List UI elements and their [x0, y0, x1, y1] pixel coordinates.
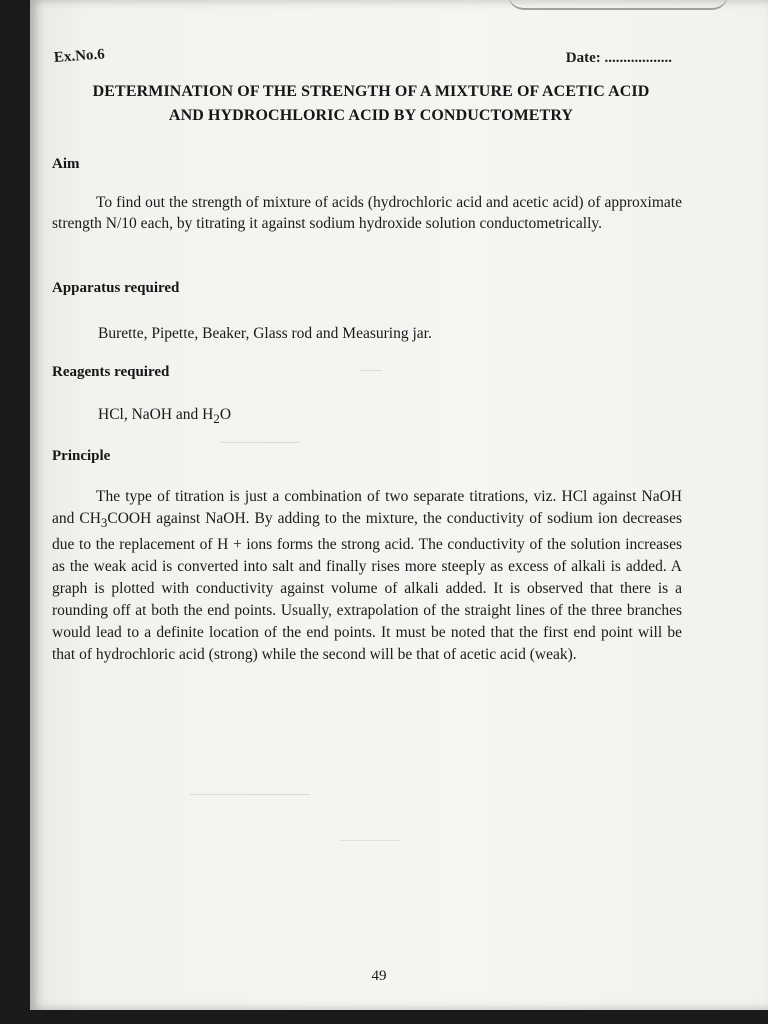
aim-text: To find out the strength of mixture of acids (hydrochloric acid and acetic acid) of approximate strength N/10 each, by titrating it against sodium hydroxide solution conductometrically.: [52, 194, 682, 232]
reagents-text: [98, 406, 231, 427]
reagents-text-part1: HCl, NaOH and H: [98, 406, 214, 423]
document-page: [30, 0, 768, 1010]
principle-text: [52, 486, 682, 666]
bleed-through-mark: [508, 0, 728, 10]
date-field: Date: ..................: [565, 50, 672, 66]
principle-text-1: The type of titration is just a combination of two separate titrations, viz. HCl against NaOH and CH: [52, 488, 682, 527]
exercise-number: Ex.No.6: [53, 46, 106, 66]
bleed-through-mark: [360, 360, 382, 371]
principle-heading: Principle: [52, 448, 111, 464]
header-row: [54, 44, 672, 74]
reagents-text-part2: O: [219, 406, 232, 423]
apparatus-heading: Apparatus required: [52, 280, 180, 296]
page-title: [60, 80, 682, 128]
page-number: 49: [371, 968, 387, 984]
apparatus-text: Burette, Pipette, Beaker, Glass rod and Measuring jar.: [98, 325, 432, 342]
bleed-through-mark: [190, 780, 310, 795]
reagents-subscript: 2: [213, 411, 220, 427]
bleed-through-mark: [340, 830, 400, 841]
aim-heading: Aim: [52, 156, 80, 172]
title-line-2: AND HYDROCHLORIC ACID BY CONDUCTOMETRY: [168, 107, 574, 124]
principle-text-2: COOH against NaOH. By adding to the mixture, the conductivity of sodium ion decreases due to the replacement of H + ions forms the strong acid. The conductivity of the solution increases as the weak acid is converted into salt and finally rises more steeply as excess of alkali is added. A graph is plotted with conductivity against volume of alkali added. It is observed that there is a rounding off at both the end points. Usually, extrapolation of the straight lines of the three branches would lead to a definite location of the end points. It must be noted that the first end point will be that of hydrochloric acid (strong) while the second will be that of acetic acid (weak).: [52, 510, 682, 664]
title-line-1: DETERMINATION OF THE STRENGTH OF A MIXTURE OF ACETIC ACID: [92, 83, 650, 100]
principle-subscript: 3: [100, 515, 108, 531]
bleed-through-mark: [220, 430, 300, 443]
reagents-heading: Reagents required: [52, 364, 170, 380]
